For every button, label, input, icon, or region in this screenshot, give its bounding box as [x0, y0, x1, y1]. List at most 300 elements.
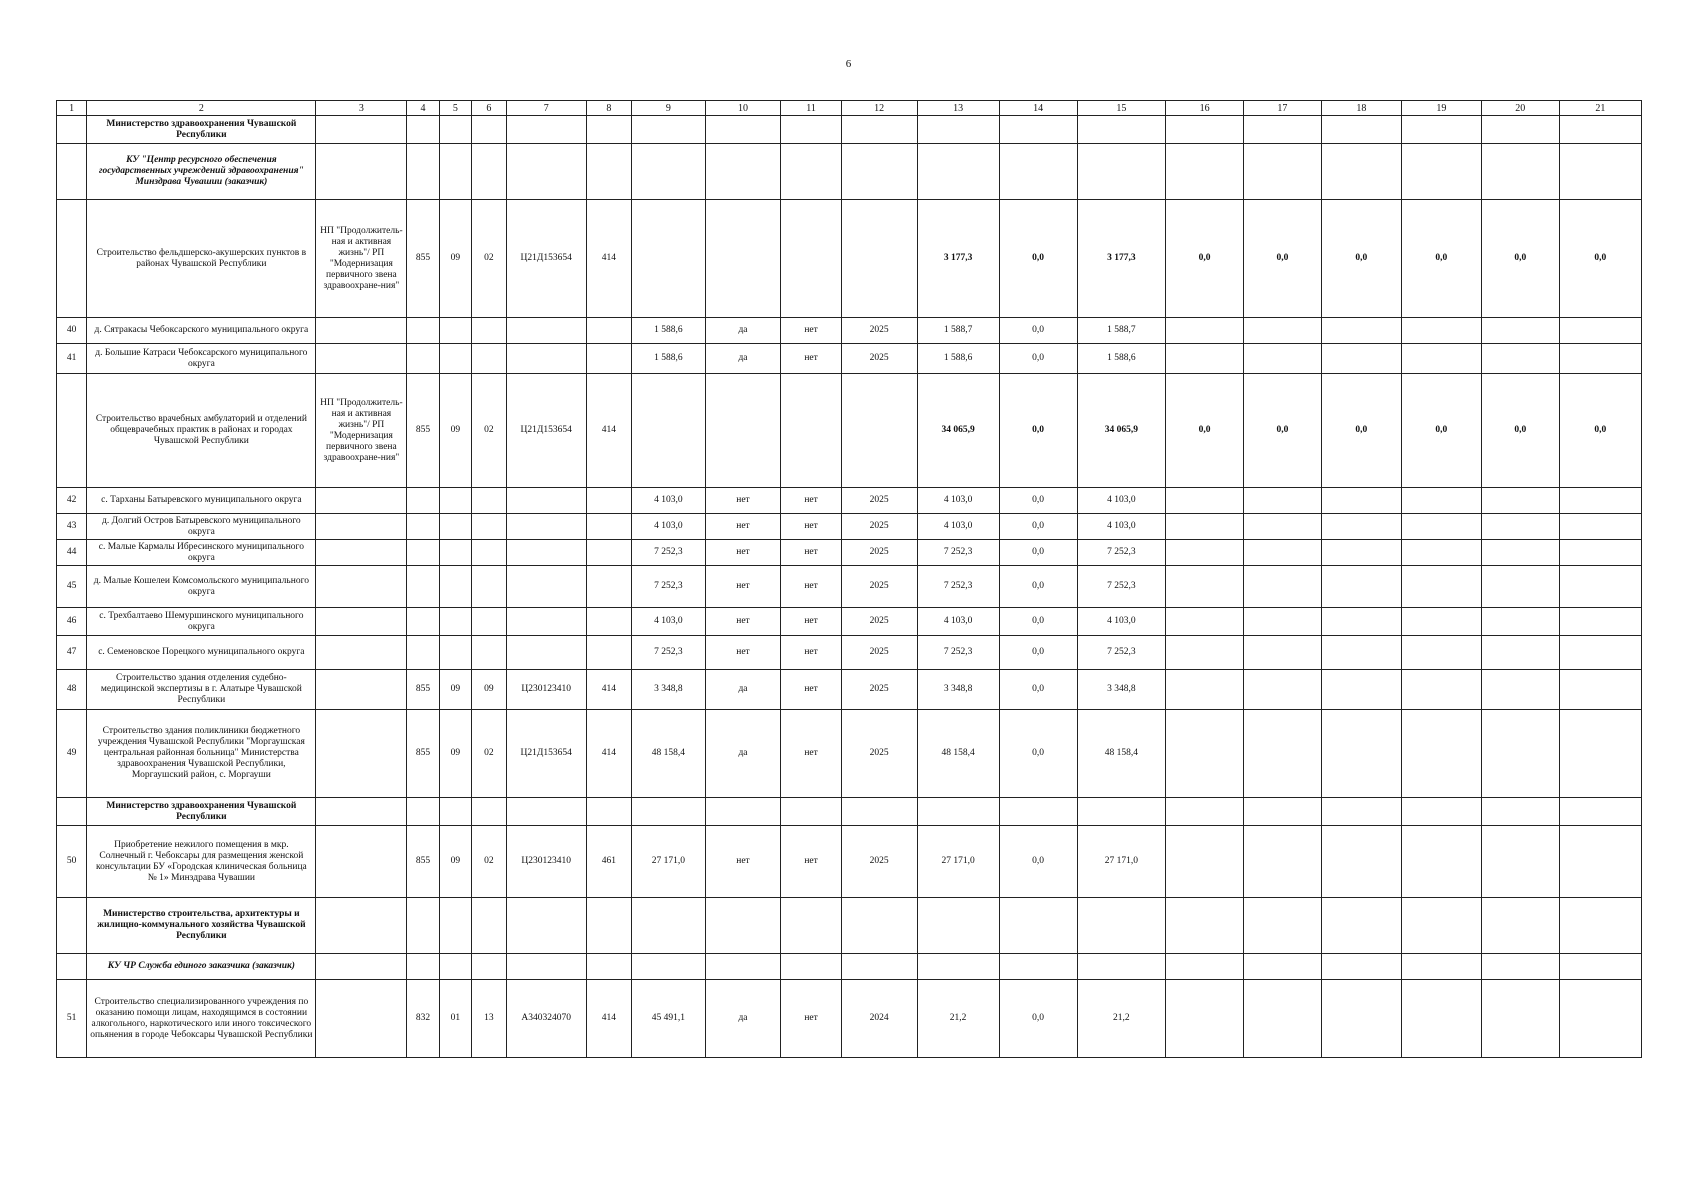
cell-c17: [1244, 608, 1322, 636]
program-name: [316, 826, 407, 898]
cell-c8: [586, 798, 631, 826]
cell-c6: 02: [472, 374, 507, 488]
cell-c6: [472, 540, 507, 566]
cell-c20: [1481, 710, 1559, 798]
cell-c13: [917, 116, 999, 144]
cell-c12: [841, 954, 917, 980]
cell-c7: Ц21Д153654: [506, 200, 586, 318]
cell-c10: [705, 954, 781, 980]
cell-c16: [1166, 636, 1244, 670]
cell-c16: [1166, 144, 1244, 200]
cell-c13: 34 065,9: [917, 374, 999, 488]
object-name: Строительство врачебных амбулаторий и отделений общеврачебных практик в районах и городах Чувашской Республики: [87, 374, 316, 488]
cell-c11: нет: [781, 980, 842, 1058]
cell-c21: 0,0: [1559, 374, 1641, 488]
cell-c16: [1166, 798, 1244, 826]
cell-c13: 4 103,0: [917, 608, 999, 636]
cell-c13: 4 103,0: [917, 488, 999, 514]
cell-c5: 09: [439, 200, 471, 318]
cell-c6: [472, 954, 507, 980]
cell-c19: [1401, 514, 1481, 540]
cell-c18: [1321, 980, 1401, 1058]
cell-c10: нет: [705, 514, 781, 540]
cell-c12: [841, 898, 917, 954]
cell-c15: 1 588,6: [1077, 344, 1166, 374]
cell-c17: 0,0: [1244, 200, 1322, 318]
cell-c18: [1321, 798, 1401, 826]
cell-c21: [1559, 636, 1641, 670]
cell-c7: Ц230123410: [506, 670, 586, 710]
cell-c19: [1401, 540, 1481, 566]
cell-c18: [1321, 954, 1401, 980]
cell-c13: 3 177,3: [917, 200, 999, 318]
cell-c6: [472, 344, 507, 374]
cell-c4: [407, 798, 439, 826]
program-name: [316, 980, 407, 1058]
cell-c5: [439, 540, 471, 566]
cell-c12: [841, 144, 917, 200]
table-row: [57, 636, 1642, 670]
cell-c14: 0,0: [999, 514, 1077, 540]
object-name: Строительство здания поликлиники бюджетного учреждения Чувашской Республики "Моргаушская центральная районная больница" Министерства здравоохранения Чувашской Республики, Моргаушский район, с. Моргауши: [87, 710, 316, 798]
cell-c9: [632, 144, 706, 200]
cell-c21: [1559, 608, 1641, 636]
cell-c6: [472, 566, 507, 608]
column-number: 5: [439, 101, 471, 116]
cell-c17: [1244, 116, 1322, 144]
cell-c7: [506, 540, 586, 566]
cell-c14: 0,0: [999, 318, 1077, 344]
table-row: [57, 514, 1642, 540]
cell-c19: [1401, 608, 1481, 636]
cell-c5: [439, 514, 471, 540]
cell-c11: нет: [781, 826, 842, 898]
row-number: 45: [57, 566, 87, 608]
cell-c5: [439, 608, 471, 636]
cell-c12: 2024: [841, 980, 917, 1058]
row-number: 44: [57, 540, 87, 566]
cell-c9: 4 103,0: [632, 514, 706, 540]
cell-c17: [1244, 898, 1322, 954]
object-name: Министерство здравоохранения Чувашской Республики: [87, 798, 316, 826]
cell-c19: [1401, 566, 1481, 608]
object-name: д. Малые Кошелеи Комсомольского муниципального округа: [87, 566, 316, 608]
cell-c9: [632, 798, 706, 826]
cell-c15: 7 252,3: [1077, 540, 1166, 566]
program-name: [316, 514, 407, 540]
cell-c4: [407, 488, 439, 514]
cell-c16: [1166, 514, 1244, 540]
cell-c14: 0,0: [999, 344, 1077, 374]
cell-c4: [407, 566, 439, 608]
cell-c11: нет: [781, 710, 842, 798]
cell-c5: 01: [439, 980, 471, 1058]
cell-c5: 09: [439, 374, 471, 488]
cell-c4: [407, 514, 439, 540]
cell-c20: [1481, 488, 1559, 514]
cell-c10: нет: [705, 608, 781, 636]
cell-c10: [705, 116, 781, 144]
cell-c15: 21,2: [1077, 980, 1166, 1058]
cell-c13: 48 158,4: [917, 710, 999, 798]
cell-c6: [472, 608, 507, 636]
program-name: [316, 488, 407, 514]
cell-c7: Ц230123410: [506, 826, 586, 898]
program-name: [316, 116, 407, 144]
cell-c5: 09: [439, 670, 471, 710]
cell-c16: [1166, 710, 1244, 798]
cell-c15: 27 171,0: [1077, 826, 1166, 898]
cell-c9: [632, 374, 706, 488]
cell-c13: 1 588,7: [917, 318, 999, 344]
table-row: [57, 540, 1642, 566]
cell-c9: [632, 116, 706, 144]
cell-c17: [1244, 670, 1322, 710]
cell-c20: [1481, 608, 1559, 636]
cell-c15: [1077, 144, 1166, 200]
cell-c13: 7 252,3: [917, 636, 999, 670]
cell-c14: 0,0: [999, 540, 1077, 566]
cell-c16: 0,0: [1166, 374, 1244, 488]
row-number: 41: [57, 344, 87, 374]
cell-c21: [1559, 318, 1641, 344]
cell-c10: [705, 898, 781, 954]
program-name: [316, 318, 407, 344]
cell-c4: 832: [407, 980, 439, 1058]
cell-c15: 34 065,9: [1077, 374, 1166, 488]
subsection-row: [57, 144, 1642, 200]
cell-c16: [1166, 608, 1244, 636]
cell-c9: 1 588,6: [632, 344, 706, 374]
cell-c18: [1321, 318, 1401, 344]
cell-c20: [1481, 980, 1559, 1058]
cell-c21: [1559, 488, 1641, 514]
cell-c14: [999, 954, 1077, 980]
row-number: 46: [57, 608, 87, 636]
object-name: с. Трехбалтаево Шемуршинского муниципального округа: [87, 608, 316, 636]
cell-c6: [472, 514, 507, 540]
cell-c7: [506, 318, 586, 344]
cell-c19: [1401, 318, 1481, 344]
cell-c5: 09: [439, 710, 471, 798]
program-name: НП "Продолжитель-ная и активная жизнь"/ РП "Модернизация первичного звена здравоохране-ния": [316, 374, 407, 488]
cell-c8: [586, 954, 631, 980]
cell-c12: 2025: [841, 514, 917, 540]
cell-c7: [506, 116, 586, 144]
cell-c11: нет: [781, 514, 842, 540]
table-row: [57, 608, 1642, 636]
row-number: [57, 200, 87, 318]
cell-c12: [841, 374, 917, 488]
cell-c10: нет: [705, 566, 781, 608]
cell-c5: [439, 798, 471, 826]
cell-c19: [1401, 670, 1481, 710]
cell-c5: [439, 318, 471, 344]
cell-c13: [917, 898, 999, 954]
column-number: 6: [472, 101, 507, 116]
cell-c11: нет: [781, 540, 842, 566]
cell-c17: [1244, 826, 1322, 898]
cell-c7: [506, 608, 586, 636]
cell-c19: [1401, 488, 1481, 514]
cell-c15: 48 158,4: [1077, 710, 1166, 798]
cell-c12: 2025: [841, 318, 917, 344]
row-number: [57, 798, 87, 826]
program-name: [316, 344, 407, 374]
program-name: [316, 144, 407, 200]
cell-c18: [1321, 636, 1401, 670]
cell-c14: [999, 898, 1077, 954]
cell-c9: 7 252,3: [632, 540, 706, 566]
cell-c8: 414: [586, 710, 631, 798]
program-name: [316, 954, 407, 980]
row-number: 42: [57, 488, 87, 514]
cell-c21: [1559, 980, 1641, 1058]
cell-c20: [1481, 636, 1559, 670]
cell-c21: [1559, 514, 1641, 540]
cell-c19: 0,0: [1401, 200, 1481, 318]
cell-c14: 0,0: [999, 200, 1077, 318]
cell-c7: [506, 344, 586, 374]
cell-c4: [407, 636, 439, 670]
cell-c6: [472, 798, 507, 826]
column-number: 11: [781, 101, 842, 116]
row-number: 50: [57, 826, 87, 898]
cell-c8: [586, 608, 631, 636]
subsection-row: [57, 954, 1642, 980]
cell-c19: [1401, 636, 1481, 670]
cell-c11: нет: [781, 344, 842, 374]
cell-c15: 3 177,3: [1077, 200, 1166, 318]
cell-c15: 7 252,3: [1077, 636, 1166, 670]
row-number: 49: [57, 710, 87, 798]
cell-c8: 414: [586, 670, 631, 710]
investment-objects-table: [56, 100, 1642, 1058]
cell-c16: [1166, 898, 1244, 954]
cell-c20: 0,0: [1481, 200, 1559, 318]
cell-c21: [1559, 710, 1641, 798]
cell-c8: [586, 144, 631, 200]
cell-c21: [1559, 826, 1641, 898]
section-row: [57, 116, 1642, 144]
cell-c21: 0,0: [1559, 200, 1641, 318]
cell-c21: [1559, 954, 1641, 980]
cell-c21: [1559, 144, 1641, 200]
cell-c20: [1481, 318, 1559, 344]
cell-c8: 414: [586, 200, 631, 318]
cell-c18: [1321, 608, 1401, 636]
cell-c14: 0,0: [999, 636, 1077, 670]
cell-c10: да: [705, 344, 781, 374]
cell-c16: [1166, 826, 1244, 898]
cell-c8: 461: [586, 826, 631, 898]
object-name: Министерство здравоохранения Чувашской Республики: [87, 116, 316, 144]
cell-c20: [1481, 514, 1559, 540]
object-name: Строительство фельдшерско-акушерских пунктов в районах Чувашской Республики: [87, 200, 316, 318]
cell-c4: 855: [407, 670, 439, 710]
cell-c14: 0,0: [999, 670, 1077, 710]
cell-c20: [1481, 116, 1559, 144]
cell-c12: 2025: [841, 636, 917, 670]
cell-c13: 21,2: [917, 980, 999, 1058]
cell-c20: [1481, 798, 1559, 826]
cell-c8: [586, 344, 631, 374]
cell-c8: [586, 116, 631, 144]
cell-c17: [1244, 710, 1322, 798]
cell-c4: [407, 344, 439, 374]
cell-c8: [586, 636, 631, 670]
cell-c10: [705, 374, 781, 488]
cell-c5: [439, 898, 471, 954]
cell-c12: [841, 798, 917, 826]
cell-c13: [917, 144, 999, 200]
column-number: 10: [705, 101, 781, 116]
cell-c19: [1401, 710, 1481, 798]
cell-c20: [1481, 898, 1559, 954]
cell-c17: 0,0: [1244, 374, 1322, 488]
cell-c20: [1481, 540, 1559, 566]
cell-c16: [1166, 488, 1244, 514]
cell-c18: [1321, 898, 1401, 954]
cell-c7: [506, 798, 586, 826]
cell-c14: [999, 798, 1077, 826]
cell-c4: [407, 318, 439, 344]
cell-c4: [407, 144, 439, 200]
cell-c11: [781, 116, 842, 144]
cell-c7: [506, 514, 586, 540]
cell-c9: 4 103,0: [632, 608, 706, 636]
cell-c9: 7 252,3: [632, 566, 706, 608]
cell-c20: [1481, 954, 1559, 980]
program-name: [316, 710, 407, 798]
cell-c10: да: [705, 670, 781, 710]
cell-c6: 02: [472, 710, 507, 798]
cell-c15: 4 103,0: [1077, 608, 1166, 636]
column-number: 15: [1077, 101, 1166, 116]
object-name: Строительство здания отделения судебно-медицинской экспертизы в г. Алатыре Чувашской Республики: [87, 670, 316, 710]
cell-c18: [1321, 566, 1401, 608]
object-name: с. Тарханы Батыревского муниципального округа: [87, 488, 316, 514]
object-name: д. Сятракасы Чебоксарского муниципального округа: [87, 318, 316, 344]
cell-c19: [1401, 898, 1481, 954]
object-name: д. Большие Катраси Чебоксарского муниципального округа: [87, 344, 316, 374]
cell-c5: 09: [439, 826, 471, 898]
cell-c6: 02: [472, 200, 507, 318]
cell-c7: [506, 898, 586, 954]
cell-c13: 1 588,6: [917, 344, 999, 374]
cell-c9: 45 491,1: [632, 980, 706, 1058]
table-row: [57, 344, 1642, 374]
cell-c15: 4 103,0: [1077, 514, 1166, 540]
cell-c17: [1244, 540, 1322, 566]
cell-c17: [1244, 318, 1322, 344]
cell-c19: [1401, 144, 1481, 200]
cell-c4: 855: [407, 200, 439, 318]
cell-c12: 2025: [841, 670, 917, 710]
cell-c17: [1244, 954, 1322, 980]
cell-c11: [781, 954, 842, 980]
cell-c8: [586, 566, 631, 608]
cell-c5: [439, 636, 471, 670]
cell-c18: 0,0: [1321, 200, 1401, 318]
cell-c6: [472, 898, 507, 954]
cell-c15: [1077, 954, 1166, 980]
cell-c19: [1401, 980, 1481, 1058]
cell-c18: [1321, 144, 1401, 200]
cell-c18: [1321, 488, 1401, 514]
row-number: [57, 116, 87, 144]
cell-c12: 2025: [841, 608, 917, 636]
column-number: 1: [57, 101, 87, 116]
cell-c15: 7 252,3: [1077, 566, 1166, 608]
cell-c4: 855: [407, 710, 439, 798]
cell-c5: [439, 344, 471, 374]
cell-c14: [999, 144, 1077, 200]
cell-c17: [1244, 488, 1322, 514]
cell-c11: нет: [781, 318, 842, 344]
cell-c4: [407, 116, 439, 144]
program-name: [316, 636, 407, 670]
cell-c11: нет: [781, 488, 842, 514]
table-row: [57, 670, 1642, 710]
cell-c15: 4 103,0: [1077, 488, 1166, 514]
cell-c12: [841, 116, 917, 144]
cell-c9: [632, 200, 706, 318]
column-number: 21: [1559, 101, 1641, 116]
cell-c17: [1244, 980, 1322, 1058]
cell-c20: [1481, 826, 1559, 898]
cell-c8: [586, 514, 631, 540]
program-name: [316, 798, 407, 826]
cell-c19: [1401, 344, 1481, 374]
cell-c18: [1321, 514, 1401, 540]
cell-c21: [1559, 116, 1641, 144]
cell-c16: [1166, 318, 1244, 344]
cell-c10: [705, 144, 781, 200]
cell-c18: [1321, 710, 1401, 798]
cell-c13: [917, 954, 999, 980]
cell-c8: [586, 540, 631, 566]
cell-c7: Ц21Д153654: [506, 374, 586, 488]
cell-c12: 2025: [841, 826, 917, 898]
cell-c5: [439, 488, 471, 514]
cell-c7: Ц21Д153654: [506, 710, 586, 798]
cell-c11: нет: [781, 608, 842, 636]
cell-c10: [705, 200, 781, 318]
cell-c20: 0,0: [1481, 374, 1559, 488]
cell-c7: [506, 636, 586, 670]
cell-c21: [1559, 344, 1641, 374]
cell-c5: [439, 144, 471, 200]
cell-c14: 0,0: [999, 608, 1077, 636]
cell-c11: [781, 374, 842, 488]
cell-c8: [586, 898, 631, 954]
cell-c11: [781, 898, 842, 954]
cell-c5: [439, 116, 471, 144]
cell-c4: [407, 540, 439, 566]
cell-c16: [1166, 344, 1244, 374]
cell-c9: 27 171,0: [632, 826, 706, 898]
cell-c10: нет: [705, 540, 781, 566]
row-number: 47: [57, 636, 87, 670]
object-name: Строительство специализированного учреждения по оказанию помощи лицам, находящимся в состоянии алкогольного, наркотического или иного токсического опьянения в городе Чебоксары Чувашской Республики: [87, 980, 316, 1058]
cell-c16: [1166, 566, 1244, 608]
cell-c12: 2025: [841, 540, 917, 566]
cell-c8: [586, 318, 631, 344]
cell-c6: 02: [472, 826, 507, 898]
column-number: 18: [1321, 101, 1401, 116]
section-row: [57, 898, 1642, 954]
